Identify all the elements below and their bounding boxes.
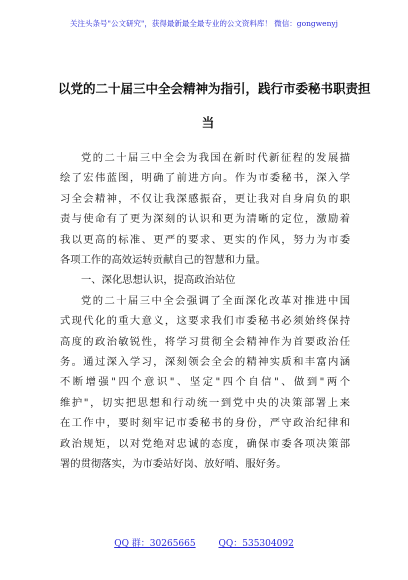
text-line: 高度的政治敏锐性，将学习贯彻全会精神作为首要政治任 (60, 335, 350, 348)
text-line: 政治规矩，以对党绝对忠诚的态度，确保市委各项决策部 (60, 437, 350, 450)
text-line: 维护"，切实把思想和行动统一到党中央的决策部署上来 (60, 396, 350, 409)
title-line: 当 (201, 115, 215, 130)
qq-group-link[interactable]: QQ 群：30265665 (114, 539, 196, 549)
text-line: 党的二十届三中全会为我国在新时代新征程的发展描 (81, 152, 350, 164)
paragraph-section-one (60, 291, 350, 475)
title-line: 以党的二十届三中全会精神为指引，践行市委秘书职责担 (58, 81, 371, 96)
text-line: 署的贯彻落实，为市委站好岗、放好哨、服好务。 (60, 458, 287, 471)
document-title (58, 72, 371, 140)
paragraph-intro (60, 148, 350, 270)
text-line: 绘了宏伟蓝图，明确了前进方向。作为市委秘书，深入学 (60, 172, 350, 185)
document-body (60, 148, 350, 475)
text-line: 责与使命有了更为深刻的认识和更为清晰的定位，激励着 (60, 213, 350, 226)
header-promo-text: 关注头条号"公文研究"，获得最新最全最专业的公文资料库！ 微信：gongwenyj (70, 19, 338, 28)
qq-link[interactable]: QQ：535304092 (218, 539, 294, 549)
text-line: 在工作中，要时刻牢记市委秘书的身份，严守政治纪律和 (60, 417, 350, 430)
text-line: 各项工作的高效运转贡献自己的智慧和力量。 (60, 254, 266, 267)
text-line: 我以更高的标准、更严的要求、更实的作风，努力为市委 (60, 233, 350, 246)
text-line: 党的二十届三中全会强调了全面深化改革对推进中国 (81, 294, 350, 307)
section-heading (60, 270, 350, 290)
footer-contact (0, 536, 408, 549)
text-line: 习全会精神，不仅让我深感振奋，更让我对自身肩负的职 (60, 192, 350, 205)
section-heading-text: 一、深化思想认识，提高政治站位 (81, 274, 236, 287)
text-line: 不断增强"四个意识"、坚定"四个自信"、做到"两个 (60, 376, 350, 389)
text-line: 务。通过深入学习，深刻领会全会的精神实质和丰富内涵 (60, 356, 350, 369)
text-line: 式现代化的重大意义，这要求我们市委秘书必须始终保持 (60, 315, 350, 328)
